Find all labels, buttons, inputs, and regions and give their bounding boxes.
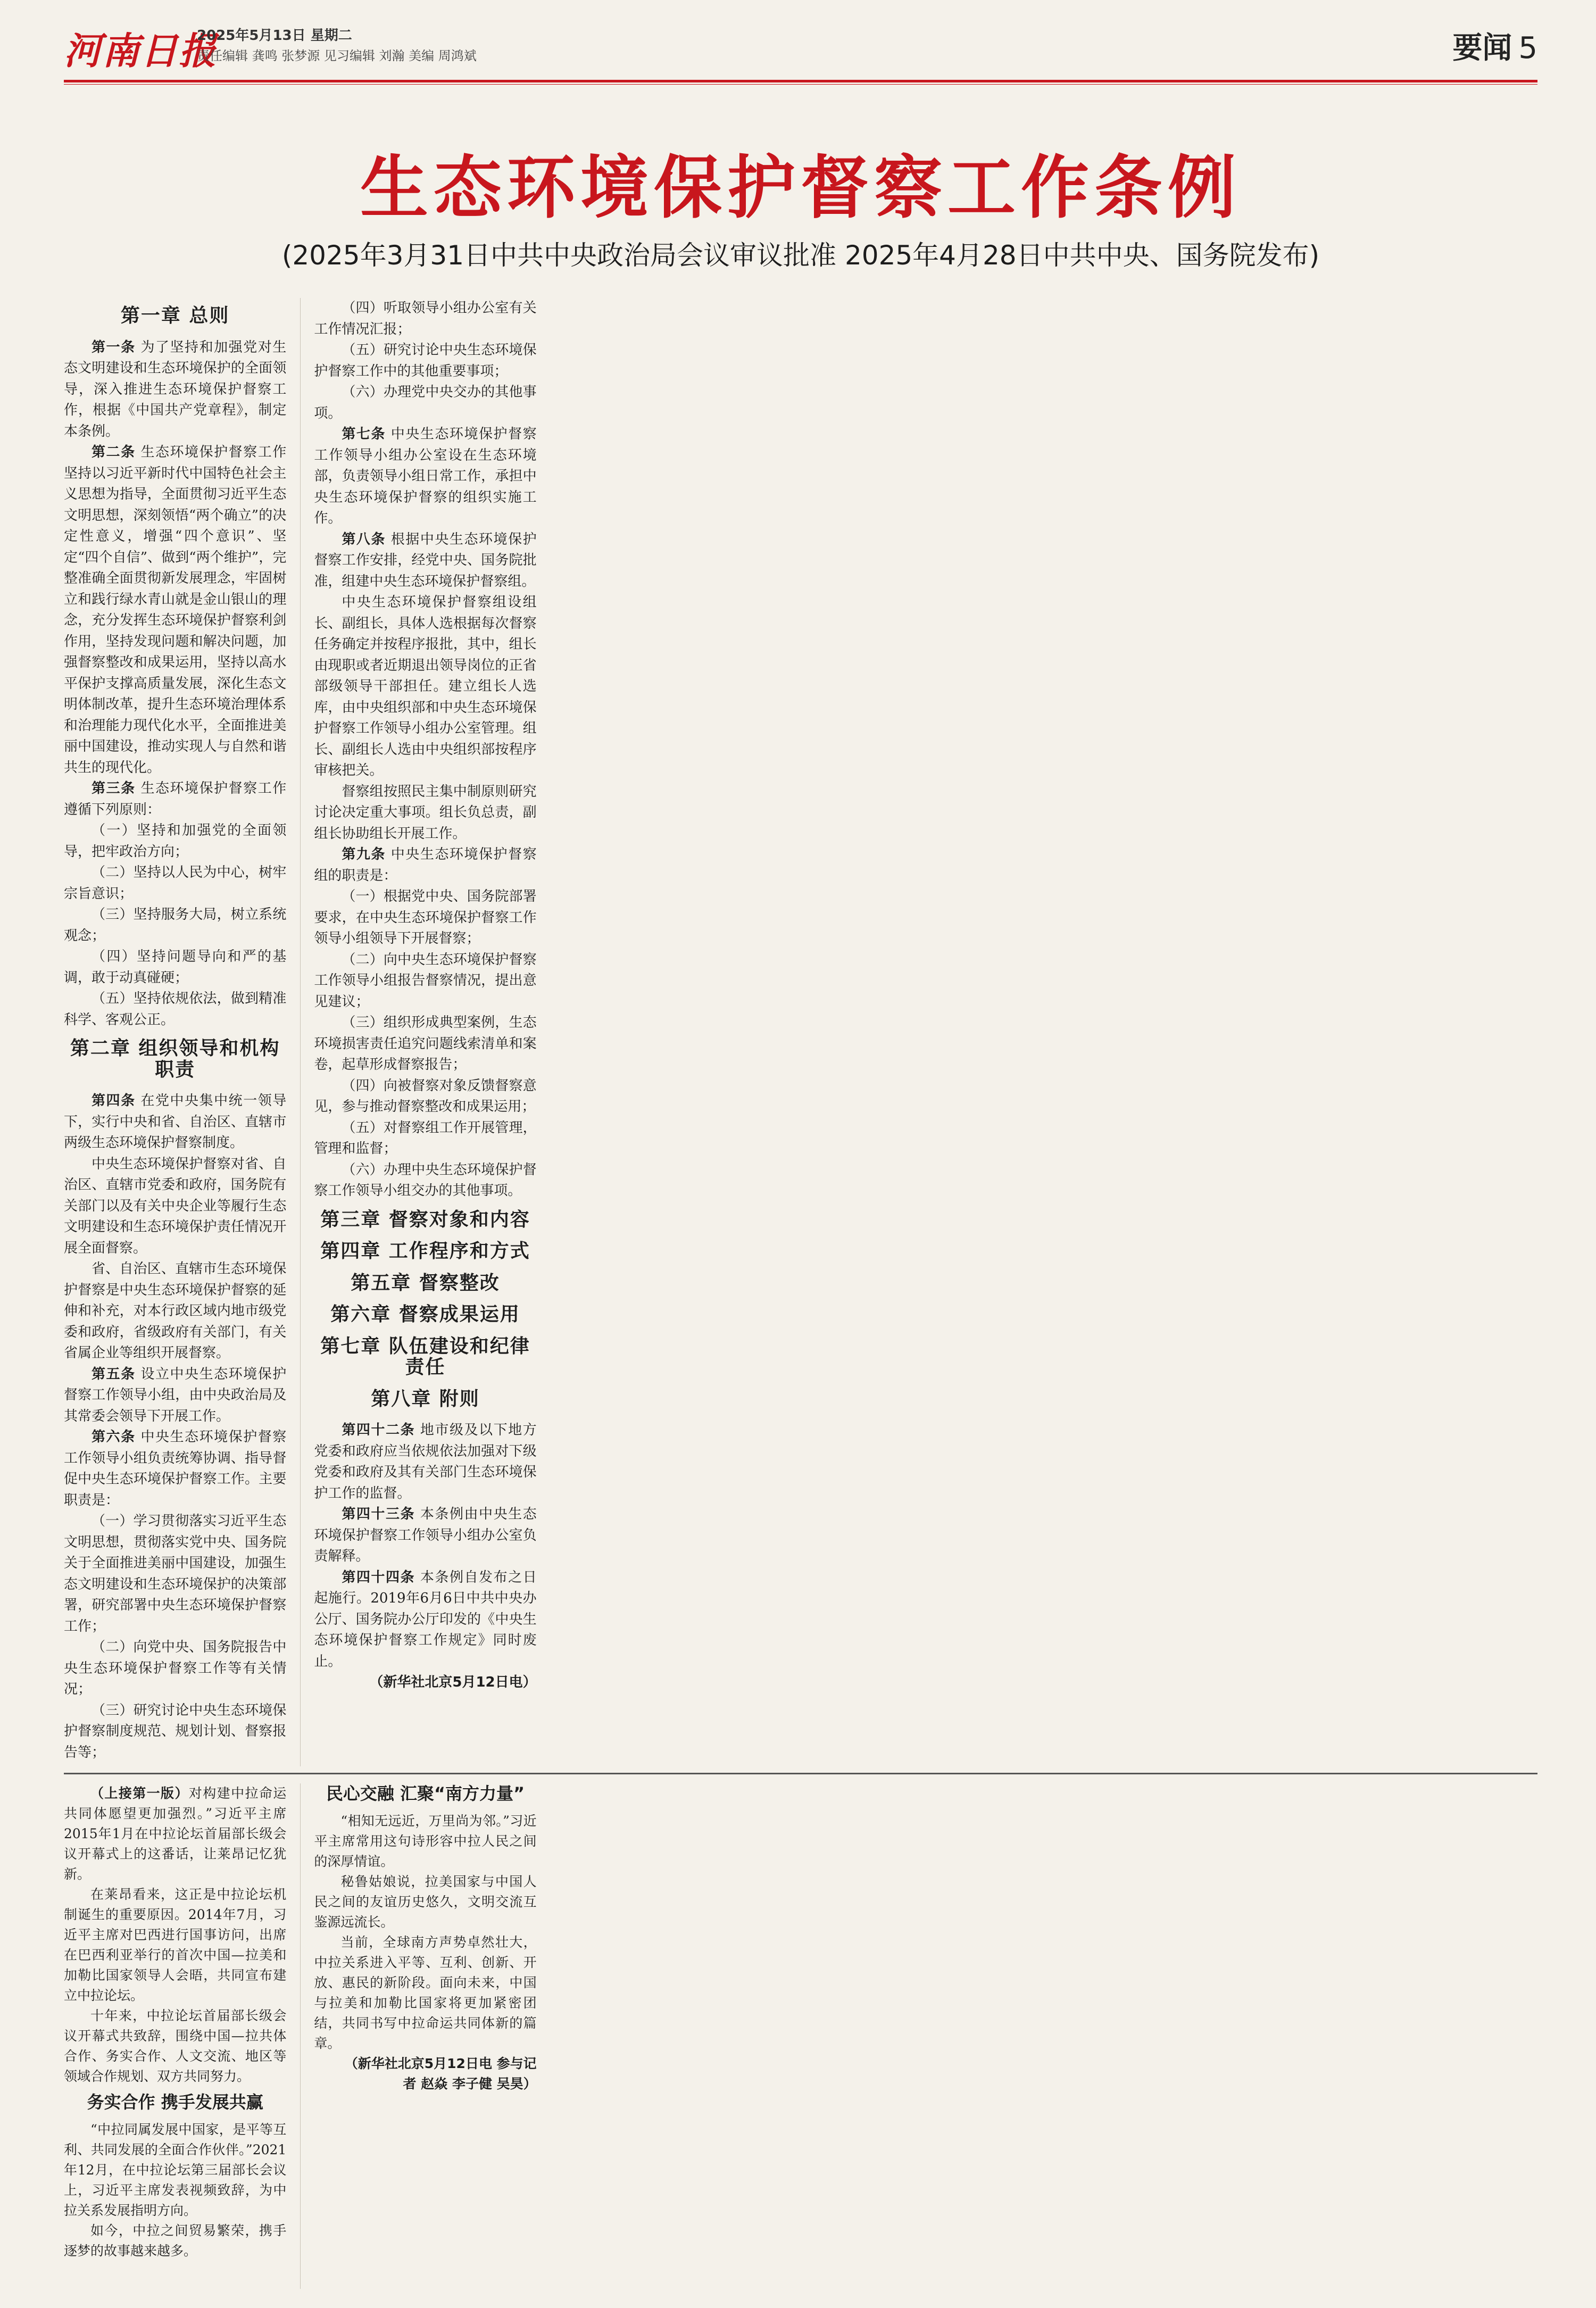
- article-item: （一）学习贯彻落实习近平生态文明思想，贯彻落实党中央、国务院关于全面推进美丽中国建设，加强生态文明建设和生态环境保护的决策部署，研究部署中央生态环境保护督察工作；: [64, 1513, 287, 1634]
- article-number: 第六条: [92, 1429, 136, 1445]
- masthead-rule-thin: [64, 84, 1537, 85]
- article-item: （一）根据党中央、国务院部署要求，在中央生态环境保护督察工作领导小组领导下开展督察；: [314, 889, 537, 947]
- article-item: （五）研究讨论中央生态环境保护督察工作中的其他重要事项；: [314, 342, 537, 379]
- article-item: （五）坚持依规依法，做到精准科学、客观公正。: [64, 991, 287, 1028]
- chapter-heading: 第六章 督察成果运用: [330, 1304, 520, 1325]
- chapter-heading: 第一章 总则: [120, 305, 230, 327]
- article-item: （三）研究讨论中央生态环境保护督察制度规范、规划计划、督察报告等；: [64, 1702, 287, 1761]
- article-number: 第二条: [92, 444, 136, 460]
- article-paragraph: 中央生态环境保护督察组设组长、副组长，具体人选根据每次督察任务确定并按程序报批，其中，组长由现职或者近期退出领导岗位的正省部级领导干部担任。建立组长人选库，由中央组织部和中央生态环境保护督察工作领导小组办公室管理。组长、副组长人选由中央组织部按程序审核把关。: [314, 594, 537, 778]
- article-text: 地市级及以下地方党委和政府应当依规依法加强对下级党委和政府及其有关部门生态环境保护工作的监督。: [314, 1422, 537, 1501]
- section-divider: [64, 1773, 1537, 1774]
- article-text: 生态环境保护督察工作遵循下列原则：: [64, 781, 287, 818]
- article-paragraph: [64, 778, 286, 820]
- article-text: 在党中央集中统一领导下，实行中央和省、自治区、直辖市两级生态环境保护督察制度。: [64, 1093, 287, 1151]
- article-text: 本条例自发布之日起施行。2019年6月6日中共中央办公厅、国务院办公厅印发的《中央生态环境保护督察工作规定》同时废止。: [314, 1569, 537, 1670]
- article-number: 第五条: [92, 1366, 136, 1382]
- article-number: 第四条: [92, 1093, 136, 1109]
- article-paragraph: [64, 442, 286, 778]
- masthead-rule: [64, 80, 1537, 82]
- article-item: （二）向党中央、国务院报告中央生态环境保护督察工作等有关情况；: [64, 1639, 287, 1697]
- article-item: （六）办理党中央交办的其他事项。: [314, 384, 537, 421]
- article-number: 第九条: [342, 846, 386, 862]
- chapter-heading: 第二章 组织领导和机构职责: [70, 1037, 280, 1081]
- article-paragraph: [314, 1420, 536, 1504]
- article-number: 第一条: [92, 339, 136, 355]
- article-paragraph: 省、自治区、直辖市生态环境保护督察是中央生态环境保护督察的延伸和补充，对本行政区域内地市级党委和政府，省级政府有关部门，有关省属企业等组织开展督察。: [64, 1261, 287, 1361]
- article-paragraph: 督察组按照民主集中制原则研究讨论决定重大事项。组长负总责，副组长协助组长开展工作。: [314, 783, 537, 842]
- masthead: [64, 21, 1537, 80]
- story-paragraph: 如今，中拉之间贸易繁荣，携手逐梦的故事越来越多。: [64, 2223, 287, 2259]
- section-tag: [1452, 24, 1537, 67]
- news-credit: （新华社北京5月12日电）: [369, 1674, 537, 1690]
- page-subheadline: (2025年3月31日中共中央政治局会议审议批准 2025年4月28日中共中央、国务院发布): [281, 240, 1320, 271]
- chapter-heading: 第八章 附则: [371, 1388, 480, 1410]
- continued-from-marker: （上接第一版）: [90, 1786, 189, 1801]
- article-paragraph: [64, 1364, 286, 1427]
- article-paragraph: [64, 1427, 286, 1511]
- article-paragraph: [314, 529, 536, 593]
- article-paragraph: [64, 1091, 286, 1154]
- article-text: 设立中央生态环境保护督察工作领导小组，由中央政治局及其常委会领导下开展工作。: [64, 1366, 287, 1424]
- story-paragraph: “相知无远近，万里尚为邻。”习近平主席常用这句诗形容中拉人民之间的深厚情谊。: [314, 1813, 537, 1869]
- article-text: 根据中央生态环境保护督察工作安排，经党中央、国务院批准，组建中央生态环境保护督察组。: [314, 531, 537, 590]
- article-item: （六）办理中央生态环境保护督察工作领导小组交办的其他事项。: [314, 1161, 537, 1199]
- page-headline: 生态环境保护督察工作条例: [360, 148, 1241, 228]
- article-text: 中央生态环境保护督察工作领导小组办公室设在生态环境部，负责领导小组日常工作，承担中央生态环境保护督察的组织实施工作。: [314, 426, 537, 526]
- regulation-article: [64, 298, 1537, 1766]
- story-subheading: 民心交融 汇聚“南方力量”: [326, 1783, 525, 1804]
- story-paragraph: 秘鲁姑娘说，拉美国家与中国人民之间的友谊历史悠久，文明交流互鉴源远流长。: [314, 1874, 537, 1930]
- article-item: （四）听取领导小组办公室有关工作情况汇报；: [314, 300, 537, 337]
- masthead-meta: [197, 26, 477, 66]
- story-paragraph: 十年来，中拉论坛首届部长级会议开幕式共致辞，围绕中国—拉共体合作、务实合作、人文交流、地区等领域合作规划、双方共同努力。: [64, 2008, 287, 2084]
- section-name: 要闻: [1452, 30, 1512, 65]
- article-text: 生态环境保护督察工作坚持以习近平新时代中国特色社会主义思想为指导，全面贯彻习近平生态文明思想，深刻领悟“两个确立”的决定性意义，增强“四个意识”、坚定“四个自信”、做到“两个维护”，完整准确全面贯彻新发展理念，牢固树立和践行绿水青山就是金山银山的理念，充分发挥生态环境保护督察利剑作用，坚持发现问题和解决问题，加强督察整改和成果运用，坚持以高水平保护支撑高质量发展，深化生态文明体制改革，提升生态环境治理体系和治理能力现代化水平，全面推进美丽中国建设，推动实现人与自然和谐共生的现代化。: [64, 444, 287, 776]
- article-item: （一）坚持和加强党的全面领导，把牢政治方向；: [64, 823, 287, 860]
- story-text: 对构建中拉命运共同体愿望更加强烈。”习近平主席2015年1月在中拉论坛首届部长级会议开幕式上的这番话，让莱昂记忆犹新。: [64, 1786, 287, 1882]
- article-number: 第三条: [92, 781, 136, 796]
- chapter-heading: 第五章 督察整改: [351, 1272, 500, 1294]
- story-paragraph: 当前，全球南方声势卓然壮大，中拉关系进入平等、互利、创新、开放、惠民的新阶段。面向未来，中国与拉美和加勒比国家将更加紧密团结，共同书写中拉命运共同体新的篇章。: [314, 1935, 537, 2051]
- article-number: 第四十二条: [342, 1422, 415, 1438]
- chapter-heading: 第七章 队伍建设和纪律责任: [320, 1335, 530, 1378]
- article-paragraph: 中央生态环境保护督察对省、自治区、直辖市党委和政府，国务院有关部门以及有关中央企业等履行生态文明建设和生态环境保护责任情况开展全面督察。: [64, 1156, 287, 1256]
- article-paragraph: [314, 1567, 536, 1673]
- news-credit: （新华社北京5月12日电 参与记者 赵焱 李子健 吴昊）: [344, 2056, 537, 2091]
- article-number: 第七条: [342, 426, 386, 442]
- story-paragraph: [64, 1783, 286, 1884]
- article-text: 中央生态环境保护督察组的职责是：: [314, 846, 537, 884]
- issue-date: 2025年5月13日 星期二: [197, 28, 352, 44]
- article-paragraph: [314, 424, 536, 529]
- article-number: 第八条: [342, 531, 386, 547]
- newspaper-logo: 河南日报: [64, 29, 217, 73]
- story-paragraph: “中拉同属发展中国家，是平等互利、共同发展的全面合作伙伴。”2021年12月，在中拉论坛第三届部长会议上，习近平主席发表视频致辞，为中拉关系发展指明方向。: [64, 2122, 287, 2218]
- article-text: 中央生态环境保护督察工作领导小组负责统筹协调、指导督促中央生态环境保护督察工作。主要职责是：: [64, 1429, 287, 1508]
- article-item: （三）坚持服务大局，树立系统观念；: [64, 907, 287, 944]
- article-item: （三）组织形成典型案例，生态环境损害责任追究问题线索清单和案卷，起草形成督察报告；: [314, 1015, 537, 1073]
- article-item: （二）向中央生态环境保护督察工作领导小组报告督察情况，提出意见建议；: [314, 951, 537, 1010]
- article-item: （四）坚持问题导向和严的基调，敢于动真碰硬；: [64, 949, 287, 986]
- news-story: [64, 1783, 1537, 2289]
- article-item: （四）向被督察对象反馈督察意见，参与推动督察整改和成果运用；: [314, 1077, 537, 1115]
- article-item: （二）坚持以人民为中心，树牢宗旨意识；: [64, 865, 287, 902]
- editor-credits: 责任编辑 龚鸣 张梦源 见习编辑 刘瀚 美编 周鸿斌: [197, 48, 477, 63]
- chapter-heading: 第四章 工作程序和方式: [320, 1240, 530, 1262]
- page-number: 5: [1518, 31, 1537, 65]
- article-paragraph: [64, 337, 286, 443]
- article-number: 第四十四条: [342, 1569, 415, 1585]
- article-number: 第四十三条: [342, 1506, 415, 1522]
- article-paragraph: [314, 1504, 536, 1567]
- article-item: （五）对督察组工作开展管理，管理和监督；: [314, 1119, 537, 1157]
- article-text: 本条例由中央生态环境保护督察工作领导小组办公室负责解释。: [314, 1506, 537, 1564]
- story-subheading: 务实合作 携手发展共赢: [87, 2092, 263, 2112]
- chapter-heading: 第三章 督察对象和内容: [320, 1208, 530, 1231]
- article-text: 为了坚持和加强党对生态文明建设和生态环境保护的全面领导，深入推进生态环境保护督察工作，根据《中国共产党章程》，制定本条例。: [64, 339, 287, 439]
- article-paragraph: [314, 844, 536, 886]
- story-paragraph: 在莱昂看来，这正是中拉论坛机制诞生的重要原因。2014年7月，习近平主席对巴西进行国事访问，出席在巴西利亚举行的首次中国—拉美和加勒比国家领导人会晤，共同宣布建立中拉论坛。: [64, 1887, 287, 2003]
